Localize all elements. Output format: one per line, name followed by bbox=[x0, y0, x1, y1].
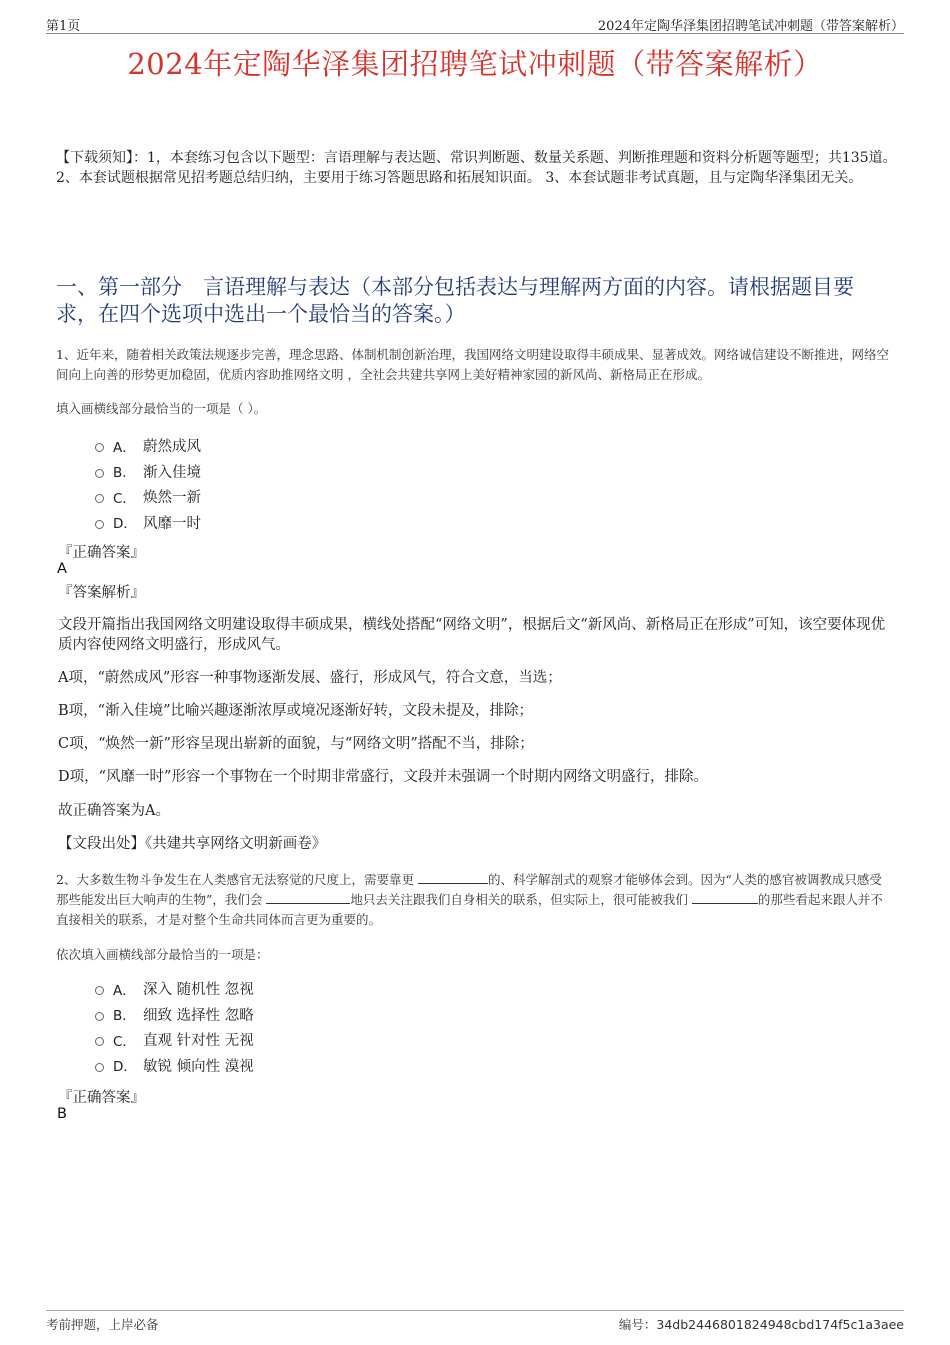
q1-analysis-label: 『答案解析』 bbox=[58, 585, 145, 601]
q1-analysis-b: B项，“渐入佳境”比喻兴趣逐渐浓厚或境况逐渐好转，文段未提及，排除； bbox=[58, 703, 533, 719]
radio-icon[interactable] bbox=[95, 1012, 104, 1021]
page-header bbox=[46, 13, 904, 34]
document-title: 2024年定陶华泽集团招聘笔试冲刺题（带答案解析） bbox=[127, 47, 823, 81]
footer-code: 编号：34db2446801824948cbd174f5c1a3aee bbox=[618, 1317, 904, 1332]
radio-icon[interactable] bbox=[95, 469, 104, 478]
question-1-options bbox=[95, 433, 201, 535]
question-2-prompt: 依次填入画横线部分最恰当的一项是： bbox=[56, 947, 269, 962]
q2-option-a[interactable]: A． 深入 随机性 忽视 bbox=[95, 976, 254, 1002]
q2-option-c[interactable]: C． 直观 针对性 无视 bbox=[95, 1027, 254, 1053]
question-2-text: 2、大多数生物斗争发生在人类感官无法察觉的尺度上，需要靠更 的、科学解剖式的观察才能够体会到。因为“人类的感官被调教成只感受那些能发出巨大响声的生物”，我们会 地只去关注跟我们自身相关的联系，但实际上，很可能被我们 的那些看起来跟人并不直接相关的联系，才是对整个生命共同体而言更为重要的。 bbox=[56, 872, 883, 927]
question-1-prompt: 填入画横线部分最恰当的一项是（ ）。 bbox=[56, 401, 267, 416]
q1-analysis-a: A项，“蔚然成风”形容一种事物逐渐发展、盛行，形成风气，符合文意，当选； bbox=[58, 670, 562, 686]
question-1-text: 1、近年来，随着相关政策法规逐步完善，理念思路、体制机制创新治理，我国网络文明建设取得丰硕成果、显著成效。网络诚信建设不断推进，网络空间向上向善的形势更加稳固，优质内容助推网络文明 ，全社会共建共享网上美好精神家园的新风尚、新格局正在形成。 bbox=[56, 347, 889, 382]
q2-option-b[interactable]: B． 细致 选择性 忽略 bbox=[95, 1002, 254, 1028]
q1-answer-label: 『正确答案』 bbox=[58, 545, 145, 561]
q1-option-c[interactable]: C． 焕然一新 bbox=[95, 484, 201, 510]
q1-analysis-intro: 文段开篇指出我国网络文明建设取得丰硕成果，横线处搭配“网络文明”，根据后文“新风尚、新格局正在形成”可知，该空要体现优质内容使网络文明盛行，形成风气。 bbox=[58, 617, 886, 653]
page-footer bbox=[46, 1310, 904, 1335]
radio-icon[interactable] bbox=[95, 986, 104, 995]
blank-3 bbox=[692, 891, 758, 904]
page-number: 第1页 bbox=[46, 19, 81, 34]
radio-icon[interactable] bbox=[95, 494, 104, 503]
q2-option-d[interactable]: D． 敏锐 倾向性 漠视 bbox=[95, 1053, 254, 1079]
header-title: 2024年定陶华泽集团招聘笔试冲刺题（带答案解析） bbox=[597, 19, 904, 34]
q1-conclusion: 故正确答案为A。 bbox=[58, 803, 170, 819]
question-2-options bbox=[95, 976, 254, 1078]
download-notice: 【下载须知】：1，本套练习包含以下题型：言语理解与表达题、常识判断题、数量关系题、判断推理题和资料分析题等题型；共135道。 2、本套试题根据常见招考题总结归纳，主要用于练习答题思路和拓展知识面。 3、本套试题非考试真题，且与定陶华泽集团无关。 bbox=[56, 150, 897, 186]
radio-icon[interactable] bbox=[95, 1037, 104, 1046]
radio-icon[interactable] bbox=[95, 520, 104, 529]
q1-analysis-d: D项，“风靡一时”形容一个事物在一个时期非常盛行，文段并未强调一个时期内网络文明盛行，排除。 bbox=[58, 769, 708, 785]
footer-slogan: 考前押题，上岸必备 bbox=[46, 1317, 159, 1332]
q1-option-b[interactable]: B． 渐入佳境 bbox=[95, 459, 201, 485]
radio-icon[interactable] bbox=[95, 1063, 104, 1072]
blank-1 bbox=[418, 871, 488, 884]
q1-option-a[interactable]: A． 蔚然成风 bbox=[95, 433, 201, 459]
q1-answer: A bbox=[57, 561, 67, 577]
blank-2 bbox=[266, 891, 350, 904]
q2-answer-label: 『正确答案』 bbox=[58, 1090, 145, 1106]
radio-icon[interactable] bbox=[95, 443, 104, 452]
q1-option-d[interactable]: D． 风靡一时 bbox=[95, 510, 201, 536]
q2-answer: B bbox=[57, 1106, 67, 1122]
q1-source: 【文段出处】《共建共享网络文明新画卷》 bbox=[58, 836, 327, 852]
section-heading: 一、第一部分 言语理解与表达（本部分包括表达与理解两方面的内容。请根据题目要求，在四个选项中选出一个最恰当的答案。） bbox=[56, 275, 854, 326]
q1-analysis-c: C项，“焕然一新”形容呈现出崭新的面貌，与“网络文明”搭配不当，排除； bbox=[58, 736, 534, 752]
